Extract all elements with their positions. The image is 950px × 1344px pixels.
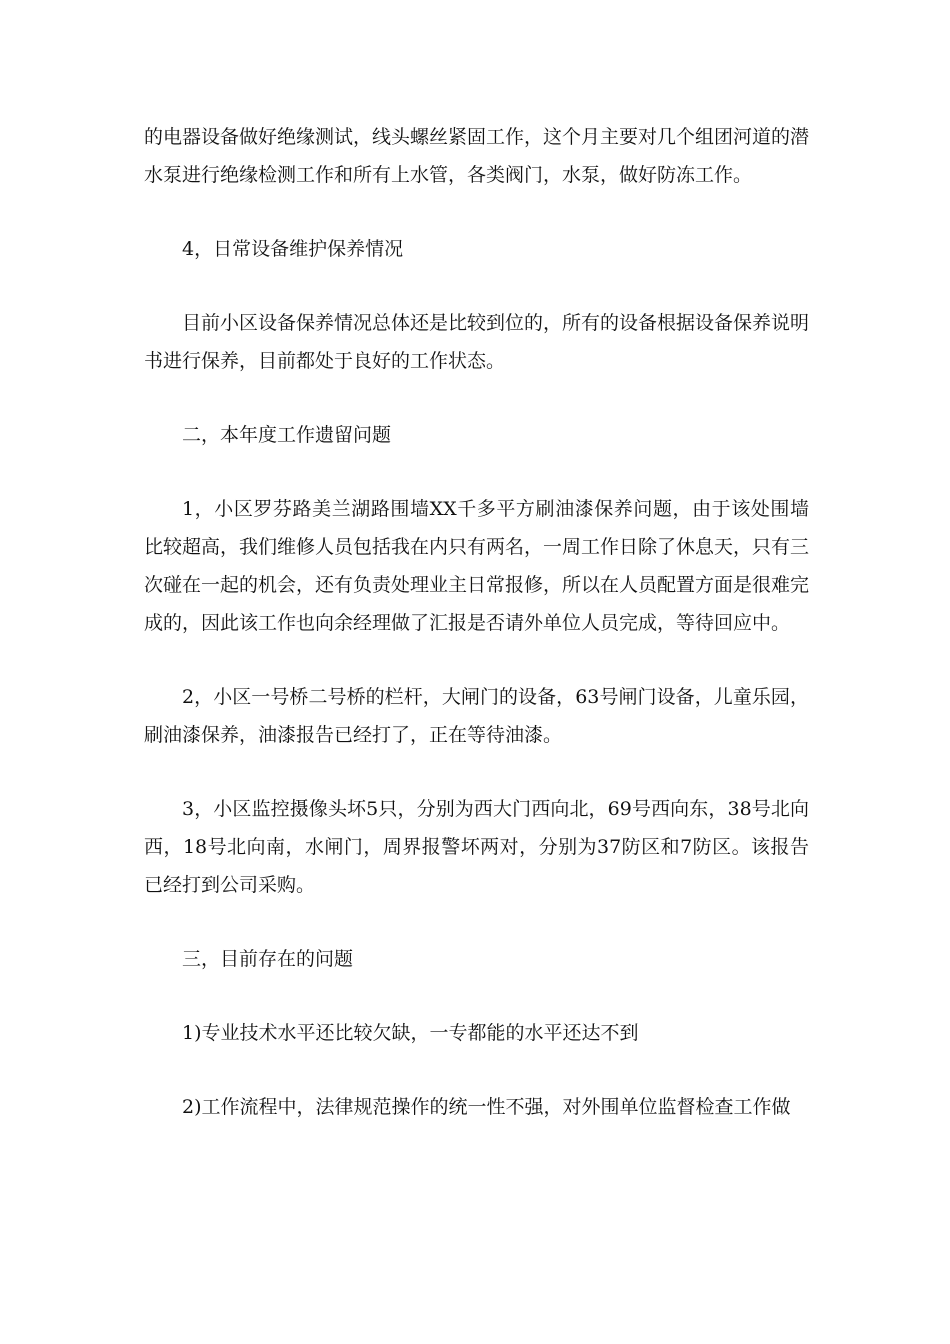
- paragraph-issue-3: 3，小区监控摄像头坏5只，分别为西大门西向北，69号西向东，38号北向西，18号北向南，水闸门，周界报警坏两对，分别为37防区和7防区。该报告已经打到公司采购。: [144, 798, 809, 896]
- document-page: [144, 118, 809, 1126]
- paragraph-issue-2: 2，小区一号桥二号桥的栏杆，大闸门的设备，63号闸门设备，儿童乐园，刷油漆保养，油漆报告已经打了，正在等待油漆。: [144, 686, 809, 746]
- section-heading-current-problems: 三，目前存在的问题: [182, 948, 354, 970]
- section-heading-remaining-issues: 二，本年度工作遗留问题: [182, 424, 392, 446]
- paragraph-problem-2: 2)工作流程中，法律规范操作的统一性不强，对外围单位监督检查工作做: [182, 1096, 791, 1118]
- section-heading-equipment-maintenance: 4，日常设备维护保养情况: [182, 238, 404, 260]
- paragraph-issue-1: 1，小区罗芬路美兰湖路围墙XX千多平方刷油漆保养问题，由于该处围墙比较超高，我们维修人员包括我在内只有两名，一周工作日除了休息天，只有三次碰在一起的机会，还有负责处理业主日常报修，所以在人员配置方面是很难完成的，因此该工作也向余经理做了汇报是否请外单位人员完成，等待回应中。: [144, 498, 810, 634]
- paragraph-problem-1: 1)专业技术水平还比较欠缺，一专都能的水平还达不到: [182, 1022, 639, 1044]
- paragraph-maintenance-status: 目前小区设备保养情况总体还是比较到位的，所有的设备根据设备保养说明书进行保养，目前都处于良好的工作状态。: [144, 312, 810, 372]
- paragraph-continuation: 的电器设备做好绝缘测试，线头螺丝紧固工作，这个月主要对几个组团河道的潜水泵进行绝缘检测工作和所有上水管，各类阀门，水泵，做好防冻工作。: [144, 126, 810, 186]
